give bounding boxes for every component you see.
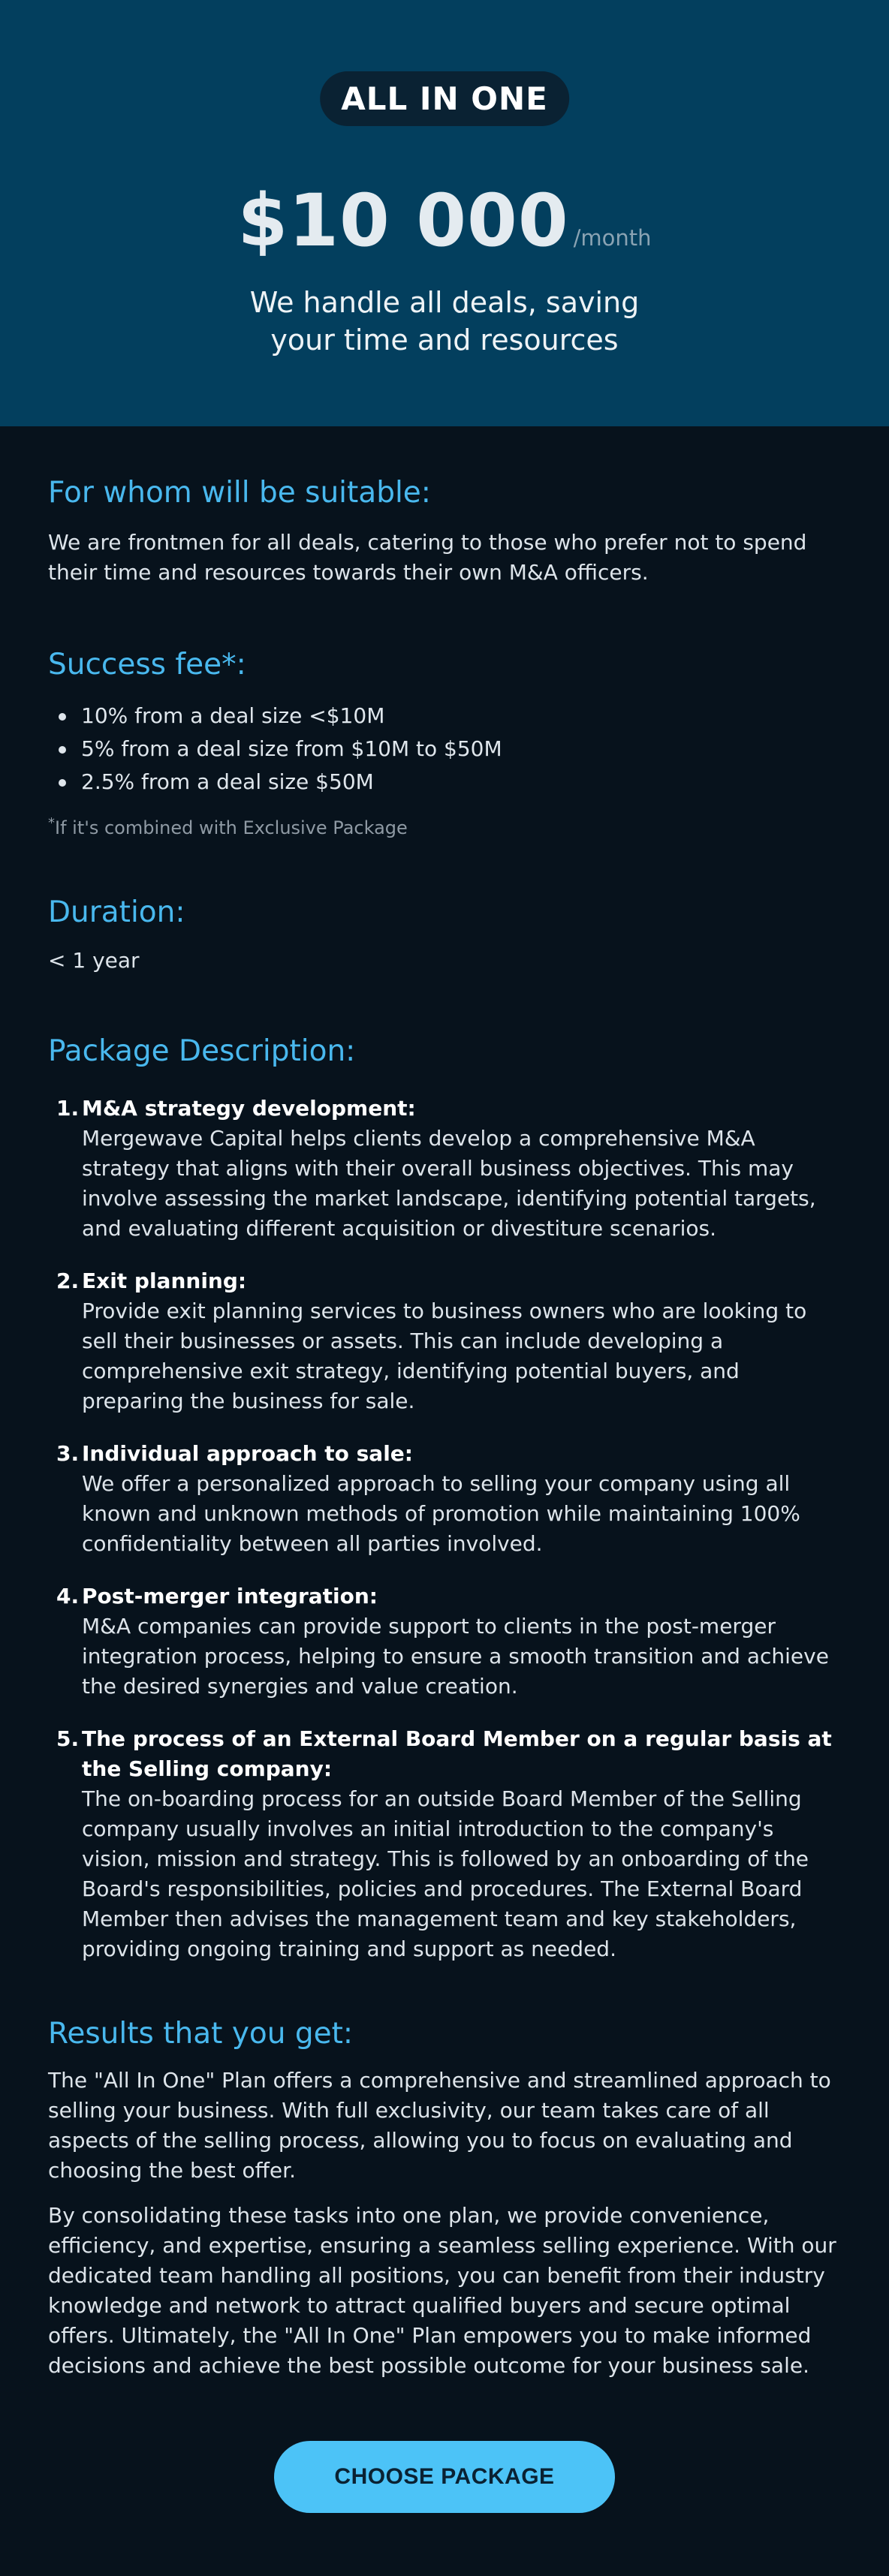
success-fee-item: 10% from a deal size <$10M: [48, 700, 841, 733]
item-number: 3.: [56, 1441, 80, 1466]
item-title: M&A strategy development:: [82, 1096, 416, 1121]
success-fee-item: 5% from a deal size from $10M to $50M: [48, 733, 841, 766]
item-number: 5.: [56, 1726, 80, 1751]
tagline-line-1: We handle all deals, saving: [249, 286, 640, 319]
item-title: Exit planning:: [82, 1268, 247, 1293]
duration-heading: Duration:: [48, 895, 185, 929]
list-item: [48, 1581, 841, 1702]
item-number: 1.: [56, 1096, 80, 1121]
item-text: Provide exit planning services to business owners who are looking to sell their businesses or assets. This can include developing a comprehensive exit strategy, identifying potential buyers, and preparing the business for sale.: [82, 1299, 807, 1413]
item-number: 4.: [56, 1584, 80, 1608]
success-fee-heading: Success fee*:: [48, 648, 246, 682]
hero-section: [0, 0, 889, 426]
item-text: Mergewave Capital helps clients develop a comprehensive M&A strategy that aligns with their overall business objectives. This may involve assessing the market landscape, identifying potential targets, and evaluating different acquisition or divestiture scenarios.: [82, 1126, 816, 1241]
success-fee-footnote: [48, 815, 841, 838]
success-fee-section: [48, 588, 841, 838]
package-description-heading: Package Description:: [48, 1034, 356, 1068]
package-description-list: [48, 1094, 841, 1964]
plan-badge: ALL IN ONE: [320, 71, 569, 126]
choose-package-button[interactable]: CHOOSE PACKAGE: [274, 2441, 614, 2513]
footnote-text: If it's combined with Exclusive Package: [55, 817, 408, 838]
tagline-line-2: your time and resources: [270, 324, 619, 357]
item-title: Post-merger integration:: [82, 1584, 378, 1608]
list-item: [48, 1724, 841, 1964]
footnote-mark: *: [48, 815, 55, 831]
plan-price: $10 000: [237, 179, 569, 263]
price-period: /month: [573, 225, 652, 251]
success-fee-list: [48, 700, 841, 799]
hero-tagline: [0, 284, 889, 359]
main-content: [0, 426, 889, 2513]
suitable-section: [48, 426, 841, 588]
price-row: [0, 179, 889, 263]
item-text: The on-boarding process for an outside Board Member of the Selling company usually involves an initial introduction to the company's vision, mission and strategy. This is followed by an onboarding of the Board's responsibilities, policies and procedures. The External Board Member then advises the management team and key stakeholders, providing ongoing training and support as needed.: [82, 1786, 809, 1961]
results-paragraph-1: The "All In One" Plan offers a comprehensive and streamlined approach to selling your business. With full exclusivity, our team takes care of all aspects of the selling process, allowing you to focus on evaluating and choosing the best offer.: [48, 2068, 831, 2183]
item-number: 2.: [56, 1268, 80, 1293]
item-title: The process of an External Board Member on a regular basis at the Selling company:: [82, 1726, 832, 1781]
suitable-heading: For whom will be suitable:: [48, 476, 431, 510]
package-description-section: [48, 976, 841, 1964]
success-fee-item: 2.5% from a deal size $50M: [48, 766, 841, 799]
duration-text: < 1 year: [48, 948, 140, 973]
cta-wrapper: [48, 2381, 841, 2513]
list-item: [48, 1439, 841, 1559]
item-text: M&A companies can provide support to clients in the post-merger integration process, helping to ensure a smooth transition and achieve the desired synergies and value creation.: [82, 1614, 829, 1699]
item-title: Individual approach to sale:: [82, 1441, 413, 1466]
list-item: [48, 1266, 841, 1416]
list-item: [48, 1094, 841, 1244]
results-heading: Results that you get:: [48, 2017, 354, 2051]
results-paragraph-2: By consolidating these tasks into one plan, we provide convenience, efficiency, and expertise, ensuring a seamless selling experience. With our dedicated team handling all positions, you can benefit from their industry knowledge and network to attract qualified buyers and secure optimal offers. Ultimately, the "All In One" Plan empowers you to make informed decisions and achieve the best possible outcome for your business sale.: [48, 2203, 836, 2378]
duration-section: [48, 838, 841, 976]
results-section: [48, 1987, 841, 2381]
item-text: We offer a personalized approach to selling your company using all known and unknown methods of promotion while maintaining 100% confidentiality between all parties involved.: [82, 1471, 800, 1556]
suitable-text: We are frontmen for all deals, catering to those who prefer not to spend their time and resources towards their own M&A officers.: [48, 530, 807, 585]
